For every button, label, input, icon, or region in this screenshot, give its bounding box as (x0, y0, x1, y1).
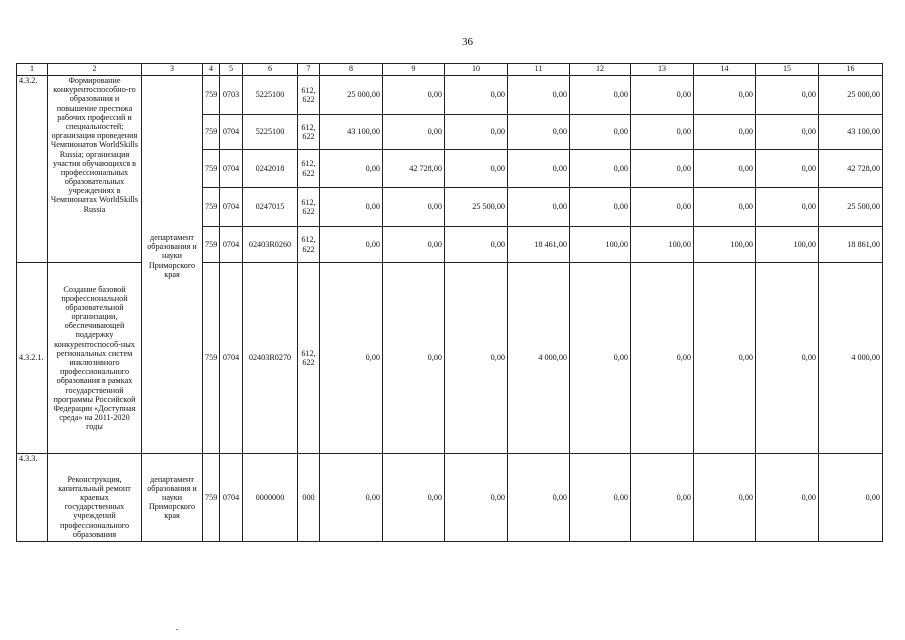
cell-value: 0,00 (445, 150, 508, 188)
cell-value: 0,00 (694, 115, 756, 150)
cell-value: 0,00 (320, 150, 383, 188)
cell-value: 0,00 (570, 263, 631, 454)
item-number: 4.3.2. (17, 76, 48, 263)
header-cell: 2 (48, 64, 142, 76)
header-cell: 15 (756, 64, 819, 76)
header-cell: 4 (203, 64, 220, 76)
cell-value: 0,00 (570, 454, 631, 542)
cell-value: 0,00 (320, 454, 383, 542)
cell-value: 43 100,00 (320, 115, 383, 150)
cell-value: 100,00 (694, 227, 756, 263)
cell-c4: 759 (203, 115, 220, 150)
cell-value: 25 000,00 (819, 76, 883, 115)
cell-c5: 0704 (220, 263, 243, 454)
cell-value: 4 000,00 (819, 263, 883, 454)
cell-value: 0,00 (320, 263, 383, 454)
cell-value: 0,00 (508, 76, 570, 115)
cell-c7: 612, 622 (298, 115, 320, 150)
cell-value: 25 000,00 (320, 76, 383, 115)
cell-c6: 02403R0270 (243, 263, 298, 454)
cell-c7: 000 (298, 454, 320, 542)
item-number: 4.3.2.1. (17, 263, 48, 454)
cell-value: 0,00 (320, 227, 383, 263)
cell-value: 0,00 (756, 454, 819, 542)
cell-c7: 612, 622 (298, 150, 320, 188)
cell-value: 0,00 (756, 76, 819, 115)
cell-value: 0,00 (756, 188, 819, 227)
cell-value: 0,00 (508, 150, 570, 188)
cell-value: 0,00 (631, 150, 694, 188)
cell-value: 43 100,00 (819, 115, 883, 150)
cell-c4: 759 (203, 76, 220, 115)
cell-c6: 0247015 (243, 188, 298, 227)
header-cell: 3 (142, 64, 203, 76)
cell-value: 0,00 (694, 188, 756, 227)
cell-value: 25 500,00 (445, 188, 508, 227)
cell-value: 100,00 (756, 227, 819, 263)
cell-value: 0,00 (694, 150, 756, 188)
cell-c4: 759 (203, 150, 220, 188)
cell-value: 0,00 (570, 150, 631, 188)
cell-value: 0,00 (570, 76, 631, 115)
item-executor: департамент образования и науки Приморского края (142, 76, 203, 454)
cell-value: 0,00 (383, 76, 445, 115)
cell-value: 0,00 (694, 76, 756, 115)
cell-value: 18 861,00 (819, 227, 883, 263)
cell-c4: 759 (203, 263, 220, 454)
cell-c5: 0704 (220, 188, 243, 227)
table-row (17, 454, 883, 542)
item-name: Реконструкция, капитальный ремонт краевых государственных учреждений профессионального образования (48, 454, 142, 542)
header-cell: 10 (445, 64, 508, 76)
cell-value: 0,00 (383, 263, 445, 454)
item-executor: департамент образования и науки Приморского края (142, 454, 203, 542)
cell-value: 0,00 (631, 115, 694, 150)
cell-value: 4 000,00 (508, 263, 570, 454)
cell-value: 0,00 (508, 188, 570, 227)
cell-c5: 0704 (220, 115, 243, 150)
header-cell: 7 (298, 64, 320, 76)
header-row (17, 64, 883, 76)
cell-value: 0,00 (320, 188, 383, 227)
cell-c6: 02403R0260 (243, 227, 298, 263)
cell-value: 0,00 (631, 188, 694, 227)
cell-value: 0,00 (508, 115, 570, 150)
cell-value: 100,00 (631, 227, 694, 263)
header-cell: 14 (694, 64, 756, 76)
cell-value: 0,00 (756, 263, 819, 454)
cell-value: 0,00 (694, 263, 756, 454)
cell-c6: 0000000 (243, 454, 298, 542)
cell-c4: 759 (203, 227, 220, 263)
cell-c6: 5225100 (243, 76, 298, 115)
header-cell: 1 (17, 64, 48, 76)
cell-c6: 0242018 (243, 150, 298, 188)
header-cell: 16 (819, 64, 883, 76)
cell-c5: 0704 (220, 454, 243, 542)
cell-value: 0,00 (570, 115, 631, 150)
item-name: Создание базовой профессиональной образовательной организации, обеспечивающей поддержку конкурентоспособ-ных региональных систем инклюзивного профессионального образования в рамках государственной программы Российской Федерации «Доступная среда» на 2011-2020 годы (48, 263, 142, 454)
header-cell: 6 (243, 64, 298, 76)
cell-value: 0,00 (445, 263, 508, 454)
table-row (17, 76, 883, 115)
header-cell: 11 (508, 64, 570, 76)
cell-value: 25 500,00 (819, 188, 883, 227)
cell-value: 0,00 (570, 188, 631, 227)
header-cell: 8 (320, 64, 383, 76)
header-cell: 5 (220, 64, 243, 76)
cell-value: 0,00 (383, 188, 445, 227)
cell-value: 0,00 (694, 454, 756, 542)
cell-value: 0,00 (383, 227, 445, 263)
cell-c7: 612, 622 (298, 188, 320, 227)
cell-value: 0,00 (631, 263, 694, 454)
header-cell: 13 (631, 64, 694, 76)
cell-value: 0,00 (383, 115, 445, 150)
header-cell: 9 (383, 64, 445, 76)
item-number: 4.3.3. (17, 454, 48, 542)
header-cell: 12 (570, 64, 631, 76)
cell-c6: 5225100 (243, 115, 298, 150)
cell-value: 0,00 (445, 227, 508, 263)
cell-c4: 759 (203, 454, 220, 542)
page-number: 36 (462, 36, 473, 48)
budget-table (16, 63, 883, 542)
cell-value: 0,00 (445, 115, 508, 150)
cell-c5: 0703 (220, 76, 243, 115)
cell-value: 0,00 (631, 454, 694, 542)
item-name: Формирование конкурентоспособно-го образования и повышение престижа рабочих профессий и специальностей; организация проведения Чемпионатов WorldSkills Russia; организация участия обучающихся в профессиональных образовательных учреждениях в Чемпионатах WorldSkills Russia (48, 76, 142, 263)
cell-value: 100,00 (570, 227, 631, 263)
cell-value: 0,00 (631, 76, 694, 115)
cell-value: 0,00 (756, 150, 819, 188)
cell-value: 0,00 (756, 115, 819, 150)
cell-c7: 612, 622 (298, 263, 320, 454)
cell-c7: 612, 622 (298, 227, 320, 263)
cell-value: 18 461,00 (508, 227, 570, 263)
cell-c7: 612, 622 (298, 76, 320, 115)
cell-value: 0,00 (445, 76, 508, 115)
cell-value: 0,00 (383, 454, 445, 542)
cell-value: 0,00 (445, 454, 508, 542)
cell-value: 42 728,00 (819, 150, 883, 188)
cell-c5: 0704 (220, 227, 243, 263)
cell-value: 42 728,00 (383, 150, 445, 188)
cell-c5: 0704 (220, 150, 243, 188)
scan-speck (176, 629, 178, 630)
cell-c4: 759 (203, 188, 220, 227)
cell-value: 0,00 (508, 454, 570, 542)
cell-value: 0,00 (819, 454, 883, 542)
